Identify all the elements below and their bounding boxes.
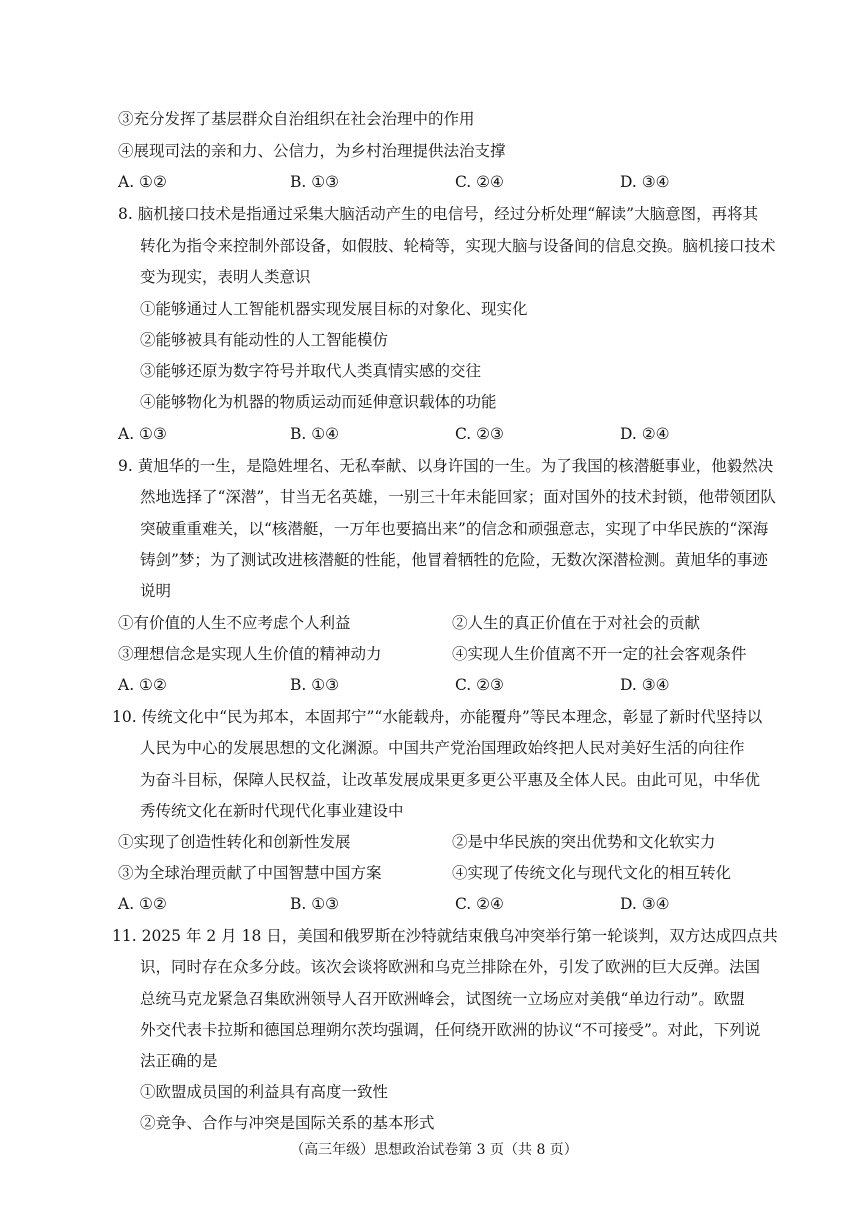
q8-statement-2: ②能够被具有能动性的人工智能模仿 [140, 331, 389, 349]
q9-stem-line: 然地选择了“深潜”，甘当无名英雄，一别三十年未能回家；面对国外的技术封锁，他带领团队 [140, 488, 776, 506]
q9-option-a: A. ①② [118, 676, 167, 694]
q8-option-d: D. ②④ [620, 425, 670, 443]
q8-option-b: B. ①④ [290, 425, 340, 443]
q10-option-d: D. ③④ [620, 895, 670, 913]
q9-stem-line: 说明 [140, 582, 172, 600]
q10-statement-1: ①实现了创造性转化和创新性发展 [118, 833, 351, 851]
q9-option-c: C. ②③ [455, 676, 504, 694]
q8-statement-1: ①能够通过人工智能机器实现发展目标的对象化、现实化 [140, 300, 528, 318]
q8-option-c: C. ②③ [455, 425, 504, 443]
q10-stem-line: 人民为中心的发展思想的文化渊源。中国共产党治国理政始终把人民对美好生活的向往作 [140, 739, 745, 757]
q11-stem-line: 法正确的是 [140, 1052, 218, 1070]
q7-option-c: C. ②④ [455, 173, 504, 191]
q10-stem-line: 秀传统文化在新时代现代化事业建设中 [140, 802, 404, 820]
q7-statement-3: ③充分发挥了基层群众自治组织在社会治理中的作用 [118, 110, 475, 128]
q9-stem-line: 9. 黄旭华的一生，是隐姓埋名、无私奉献、以身许国的一生。为了我国的核潜艇事业，他毅然决 [118, 457, 774, 475]
page-footer: （高三年级）思想政治试卷第 3 页（共 8 页） [290, 1142, 578, 1158]
q7-statement-4: ④展现司法的亲和力、公信力，为乡村治理提供法治支撑 [118, 142, 506, 160]
q10-statement-4: ④实现了传统文化与现代文化的相互转化 [452, 864, 732, 882]
q9-stem-line: 突破重重难关，以“核潜艇，一万年也要搞出来”的信念和顽强意志，实现了中华民族的“深海 [140, 520, 769, 538]
q10-option-a: A. ①② [118, 895, 167, 913]
q11-stem-line: 11. 2025 年 2 月 18 日，美国和俄罗斯在沙特就结束俄乌冲突举行第一轮谈判，双方达成四点共 [112, 927, 778, 945]
q9-option-b: B. ①③ [290, 676, 340, 694]
q11-statement-2: ②竞争、合作与冲突是国际关系的基本形式 [140, 1114, 435, 1132]
q10-option-b: B. ①③ [290, 895, 340, 913]
q9-option-d: D. ③④ [620, 676, 670, 694]
q9-stem-line: 铸剑”梦；为了测试改进核潜艇的性能，他冒着牺牲的危险，无数次深潜检测。黄旭华的事迹 [140, 551, 768, 569]
q11-stem-line: 外交代表卡拉斯和德国总理朔尔茨均强调，任何绕开欧洲的协议“不可接受”。对此，下列说 [140, 1021, 761, 1039]
q10-stem-line: 10. 传统文化中“民为邦本，本固邦宁”“水能载舟，亦能覆舟”等民本理念，彰显了新时代坚持以 [112, 708, 763, 726]
q10-option-c: C. ②④ [455, 895, 504, 913]
q9-statement-1: ①有价值的人生不应考虑个人利益 [118, 614, 351, 632]
q9-statement-4: ④实现人生价值离不开一定的社会客观条件 [452, 645, 747, 663]
q8-statement-4: ④能够物化为机器的物质运动而延伸意识载体的功能 [140, 393, 497, 411]
q9-statement-3: ③理想信念是实现人生价值的精神动力 [118, 645, 382, 663]
q7-option-b: B. ①③ [290, 173, 340, 191]
q11-statement-1: ①欧盟成员国的利益具有高度一致性 [140, 1083, 389, 1101]
q11-stem-line: 识，同时存在众多分歧。该次会谈将欧洲和乌克兰排除在外，引发了欧洲的巨大反弹。法国 [140, 958, 761, 976]
q9-statement-2: ②人生的真正价值在于对社会的贡献 [452, 614, 701, 632]
q7-option-d: D. ③④ [620, 173, 670, 191]
q8-option-a: A. ①③ [118, 425, 167, 443]
q10-statement-3: ③为全球治理贡献了中国智慧中国方案 [118, 864, 382, 882]
q8-statement-3: ③能够还原为数字符号并取代人类真情实感的交往 [140, 362, 482, 380]
q8-stem-line: 变为现实，表明人类意识 [140, 268, 311, 286]
q8-stem-line: 转化为指令来控制外部设备，如假肢、轮椅等，实现大脑与设备间的信息交换。脑机接口技术 [140, 237, 776, 255]
q10-statement-2: ②是中华民族的突出优势和文化软实力 [452, 833, 716, 851]
q11-stem-line: 总统马克龙紧急召集欧洲领导人召开欧洲峰会，试图统一立场应对美俄“单边行动”。欧盟 [140, 990, 745, 1008]
q10-stem-line: 为奋斗目标，保障人民权益，让改革发展成果更多更公平惠及全体人民。由此可见，中华优 [140, 771, 761, 789]
q7-option-a: A. ①② [118, 173, 167, 191]
q8-stem-line: 8. 脑机接口技术是指通过采集大脑活动产生的电信号，经过分析处理“解读”大脑意图，再将其 [118, 205, 759, 223]
